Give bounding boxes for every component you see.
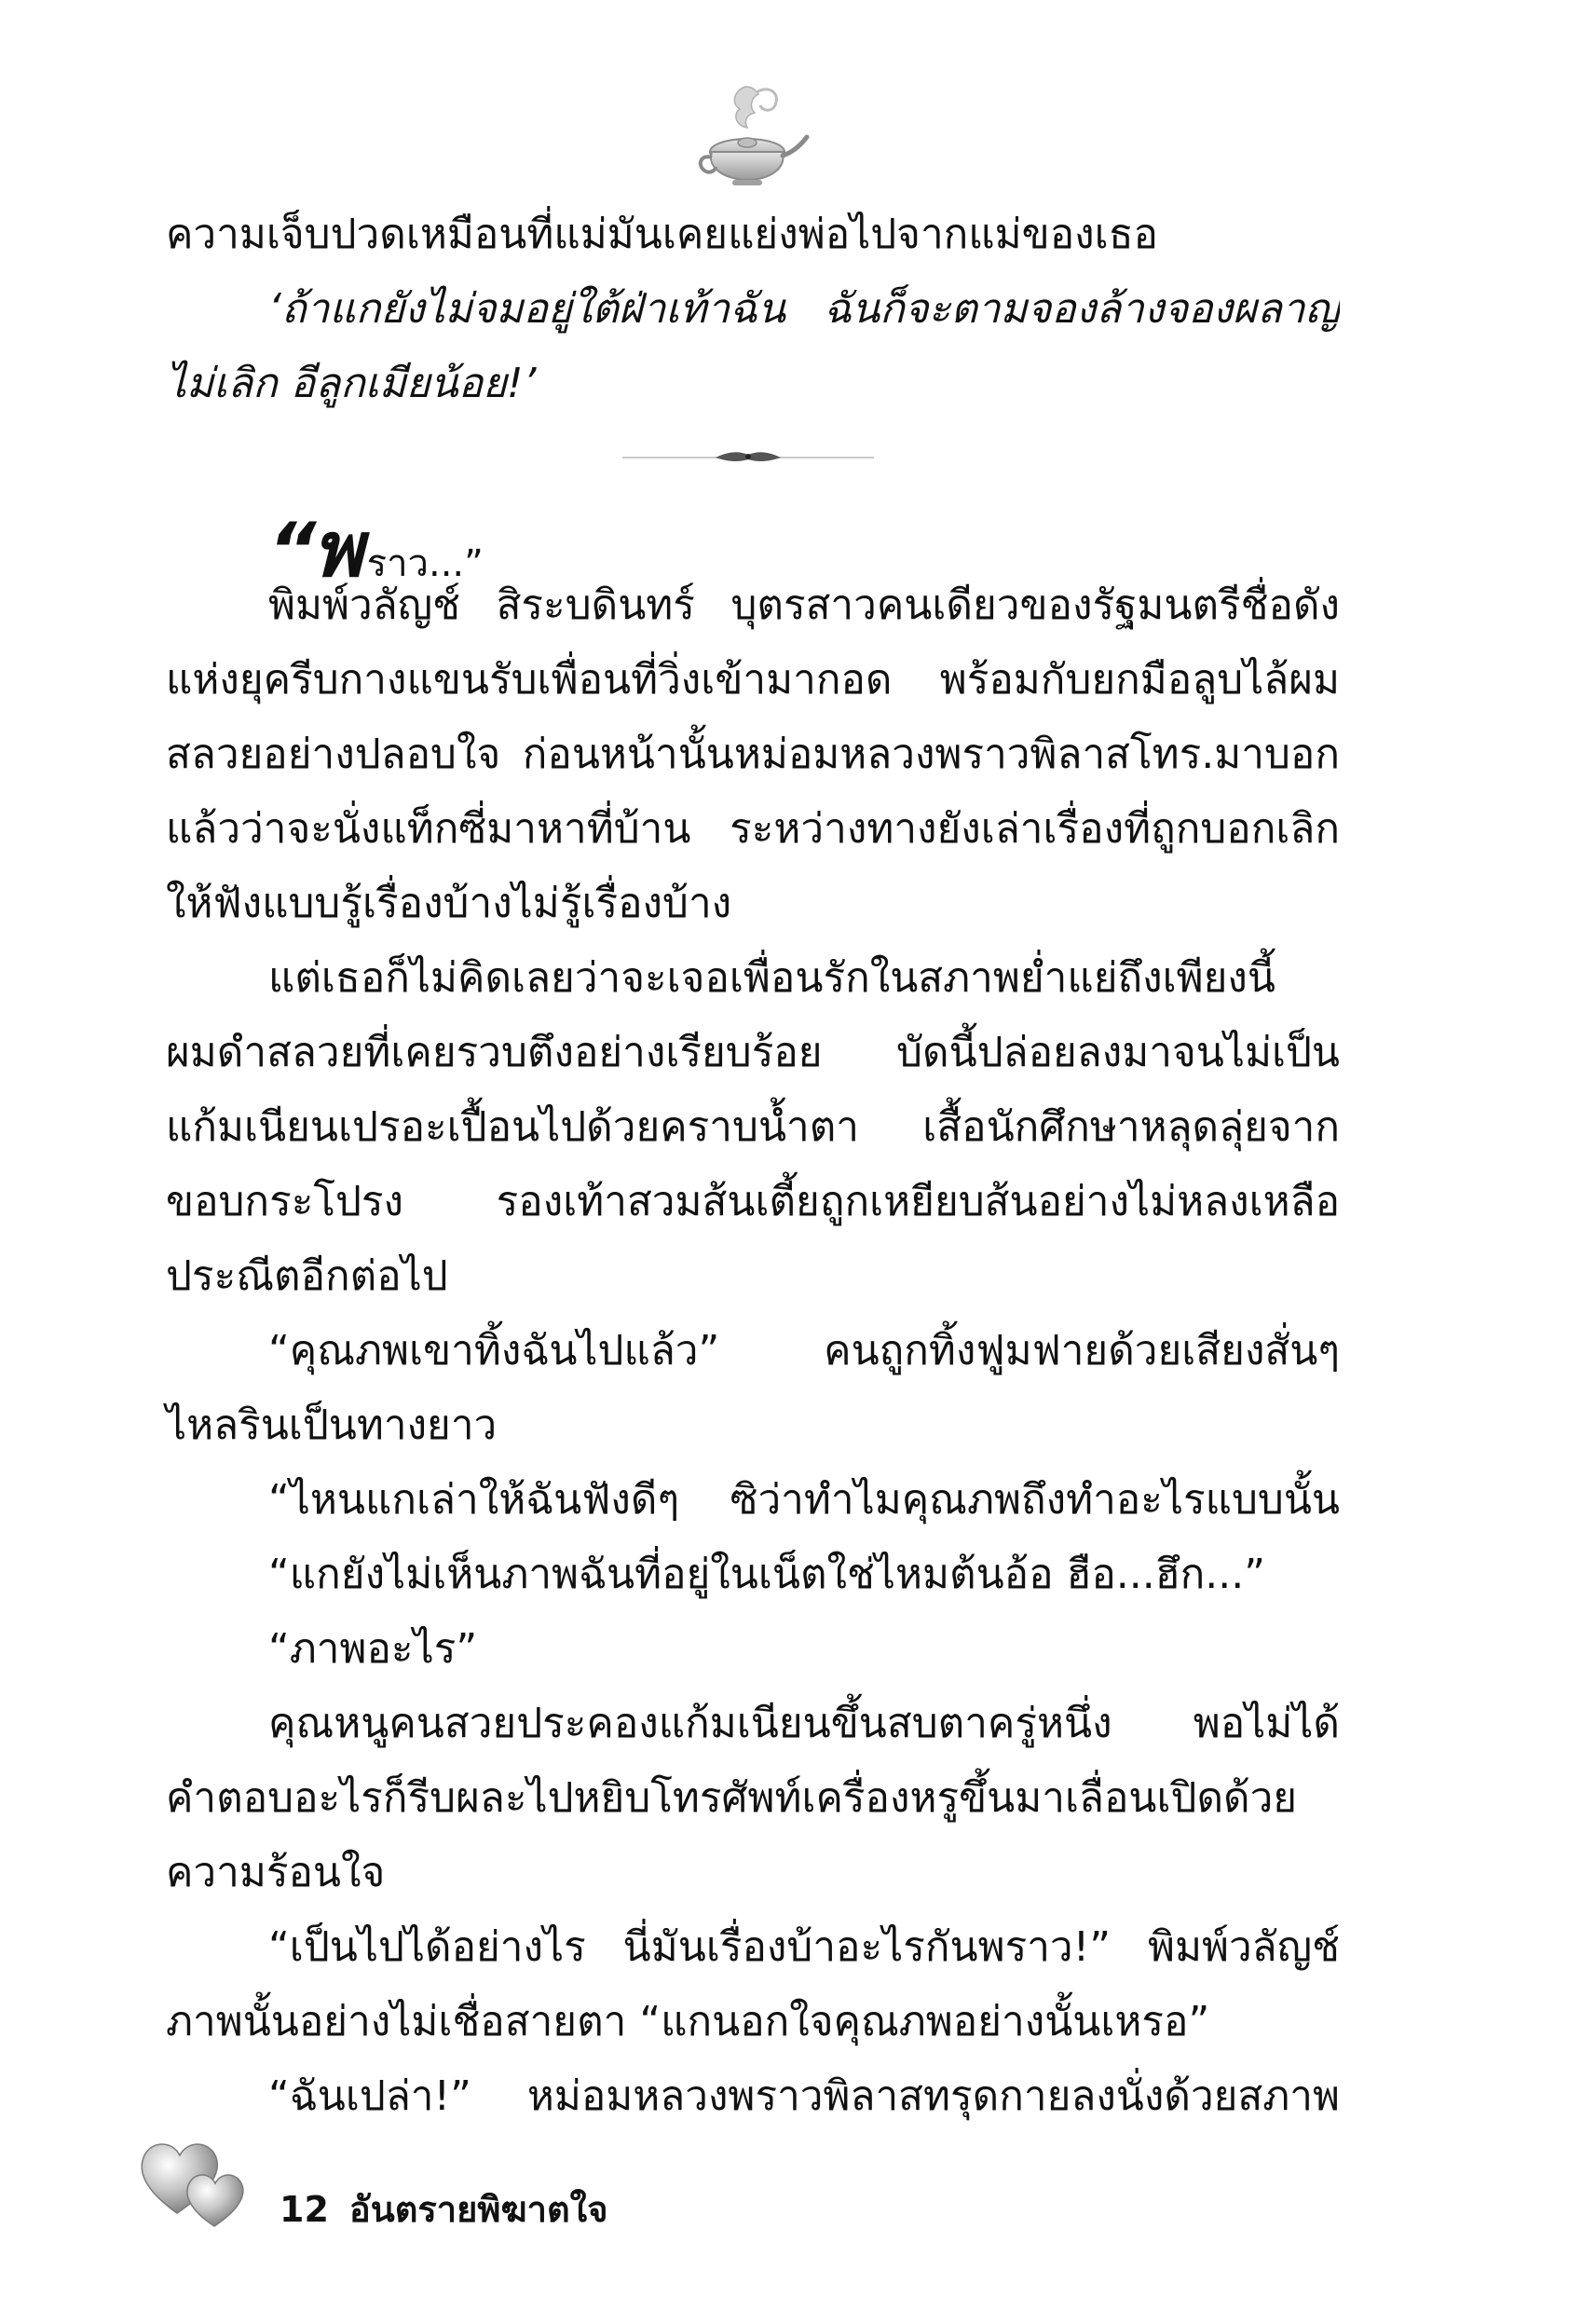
text-line: “ภาพอะไร” bbox=[268, 1625, 478, 1673]
text-line: “คุณภพเขาทิ้งฉันไปแล้ว” คนถูกทิ้งฟูมฟายด้วยเสียงสั่นๆ bbox=[268, 1327, 1340, 1374]
text-line: สลวยอย่างปลอบใจ ก่อนหน้านั้นหม่อมหลวงพราวพิลาสโทร.มาบอก bbox=[166, 731, 1340, 778]
text-line: ความร้อนใจ bbox=[166, 1849, 386, 1896]
text-line: แต่เธอก็ไม่คิดเลยว่าจะเจอเพื่อนรักในสภาพย่ำแย่ถึงเพียงนี้ bbox=[268, 954, 1275, 1002]
text-line: ผมดำสลวยที่เคยรวบตึงอย่างเรียบร้อย บัดนี้ปล่อยลงมาจนไม่เป็น bbox=[166, 1029, 1340, 1076]
ornamental-divider bbox=[622, 451, 874, 464]
text-line: แห่งยุครีบกางแขนรับเพื่อนที่วิ่งเข้ามากอด พร้อมกับยกมือลูบไล้ผม bbox=[166, 656, 1340, 704]
text-line: ให้ฟังแบบรู้เรื่องบ้างไม่รู้เรื่องบ้าง bbox=[166, 880, 732, 927]
text-line: คำตอบอะไรก็รีบผละไปหยิบโทรศัพท์เครื่องหรูขึ้นมาเลื่อนเปิดด้วย bbox=[166, 1774, 1298, 1822]
dropcap-rest: ราว...” bbox=[366, 542, 484, 585]
book-title: อันตรายพิฆาตใจ bbox=[348, 2189, 608, 2230]
chapter-opening-line bbox=[268, 489, 484, 595]
magic-lamp-icon bbox=[689, 79, 811, 191]
dropcap-letter: พ bbox=[312, 506, 363, 595]
text-line: “เป็นไปได้อย่างไร นี่มันเรื่องบ้าอะไรกันพราว!” พิมพ์วลัญช์ bbox=[268, 1923, 1340, 1971]
text-line: ประณีตอีกต่อไป bbox=[166, 1252, 448, 1300]
text-line: ภาพนั้นอย่างไม่เชื่อสายตา “แกนอกใจคุณภพอย่างนั้นเหรอ” bbox=[166, 1998, 1210, 2045]
text-line: แก้มเนียนเปรอะเปื้อนไปด้วยคราบน้ำตา เสื้อนักศึกษาหลุดลุ่ยจาก bbox=[166, 1103, 1340, 1151]
text-line: ไหลรินเป็นทางยาว bbox=[166, 1402, 498, 1449]
text-line: แล้วว่าจะนั่งแท็กซี่มาหาที่บ้าน ระหว่างทางยังเล่าเรื่องที่ถูกบอกเลิก bbox=[166, 805, 1340, 853]
text-line: ขอบกระโปรง รองเท้าสวมส้นเตี้ยถูกเหยียบส้นอย่างไม่หลงเหลือ bbox=[166, 1178, 1340, 1225]
text-line: พิมพ์วลัญช์ สิระบดินทร์ บุตรสาวคนเดียวของรัฐมนตรีชื่อดัง bbox=[268, 581, 1340, 629]
page-footer bbox=[280, 2181, 607, 2237]
page-number: 12 bbox=[280, 2189, 329, 2230]
text-line: ความเจ็บปวดเหมือนที่แม่มันเคยแย่งพ่อไปจากแม่ของเธอ bbox=[166, 211, 1158, 258]
dropcap-quote: “ bbox=[268, 507, 313, 594]
text-line: “แกยังไม่เห็นภาพฉันที่อยู่ในเน็ตใช่ไหมต้นอ้อ ฮือ...ฮึก...” bbox=[268, 1551, 1266, 1598]
text-line: คุณหนูคนสวยประคองแก้มเนียนขึ้นสบตาครู่หนึ่ง พอไม่ได้ bbox=[268, 1700, 1340, 1747]
body-text bbox=[166, 568, 1340, 2134]
top-paragraph bbox=[166, 198, 1340, 421]
text-line: “ไหนแกเล่าให้ฉันฟังดีๆ ซิว่าทำไมคุณภพถึงทำอะไรแบบนั้น bbox=[268, 1476, 1340, 1524]
text-line: ‘ถ้าแกยังไม่จมอยู่ใต้ฝ่าเท้าฉัน ฉันก็จะตามจองล้างจองผลาญ bbox=[268, 285, 1340, 333]
text-line: “ฉันเปล่า!” หม่อมหลวงพราวพิลาสทรุดกายลงนั่งด้วยสภาพ bbox=[268, 2072, 1340, 2120]
text-line: ไม่เลิก อีลูกเมียน้อย!’ bbox=[166, 360, 537, 407]
hearts-icon bbox=[135, 2129, 256, 2232]
